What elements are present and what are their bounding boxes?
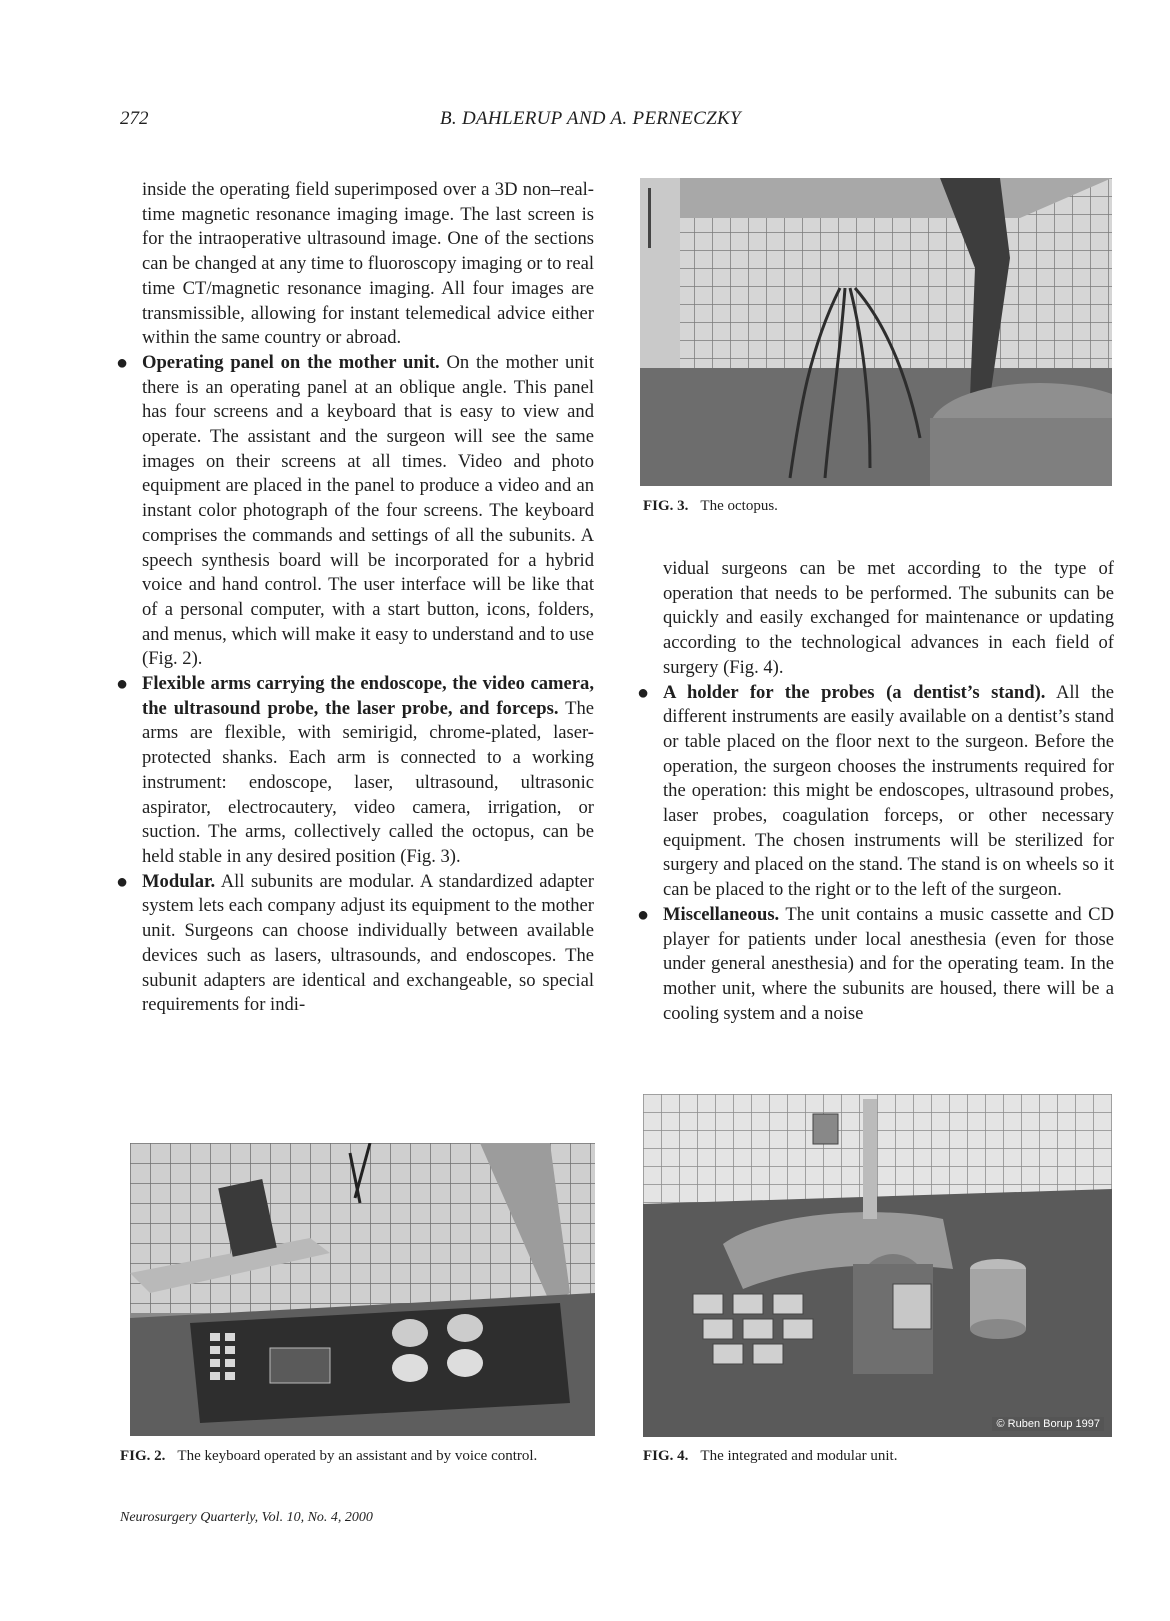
figure-4-caption: [643, 1448, 897, 1465]
bullet-item: [637, 681, 1114, 903]
caption-text: The keyboard operated by an assistant and by voice control.: [177, 1448, 538, 1464]
bullet-icon: ●: [116, 351, 129, 374]
paragraph: vidual surgeons can be met according to the type of operation that needs to be performed. The subunits can be quickly and easily exchanged for maintenance or updating according to the technological advances in each field of surgery (Fig. 4).: [663, 558, 1114, 678]
bullet-icon: ●: [637, 681, 650, 704]
bullet-title: Flexible arms carrying the endoscope, the video camera, the ultrasound probe, the laser probe, and forceps.: [142, 673, 594, 719]
figure-2-image: [130, 1143, 595, 1436]
figure-2-caption: [120, 1448, 537, 1465]
caption-label: FIG. 4.: [643, 1448, 689, 1464]
journal-footer: Neurosurgery Quarterly, Vol. 10, No. 4, 2000: [120, 1510, 373, 1525]
bullet-title: Operating panel on the mother unit.: [142, 351, 440, 373]
figure-3-caption: [643, 498, 778, 515]
bullet-icon: ●: [637, 903, 650, 926]
page-number: 272: [120, 108, 149, 129]
bullet-text: The unit contains a music cassette and CD player for patients under local anesthesia (even for those under general anesthesia) and for the operating team. In the mother unit, where the subunits are housed, there will be a cooling system and a noise: [663, 903, 1114, 1024]
bullet-item: [637, 903, 1114, 1027]
figure-4-image: [643, 1094, 1112, 1437]
right-column: [637, 557, 1114, 1026]
caption-text: The integrated and modular unit.: [700, 1448, 898, 1464]
paragraph: inside the operating field superimposed over a 3D non–real-time magnetic resonance imaging image. The last screen is for the intraoperative ultrasound image. One of the sections can be changed at any time to fluoroscopy imaging or to real time CT/magnetic resonance imaging. All four images are transmissible, allowing for instant telemedical advice either within the same country or abroad.: [142, 179, 594, 349]
caption-label: FIG. 3.: [643, 498, 689, 514]
bullet-title: A holder for the probes (a dentist’s stand).: [663, 681, 1046, 703]
left-column: [116, 178, 594, 1018]
caption-label: FIG. 2.: [120, 1448, 166, 1464]
bullet-title: Modular.: [142, 870, 216, 892]
bullet-icon: ●: [116, 673, 129, 696]
bullet-title: Miscellaneous.: [663, 903, 780, 925]
bullet-text: The arms are flexible, with semirigid, chrome-plated, laser-protected shanks. Each arm is connected to a working instrument: endoscope, laser, ultrasound, ultrasonic aspirator, electrocautery, video camera, irrigation, or suction. The arms, collectively called the octopus, can be held stable in any desired position (Fig. 3).: [142, 697, 594, 867]
bullet-text: All subunits are modular. A standardized adapter system lets each company adjust its equipment to the mother unit. Surgeons can choose individually between available devices such as lasers, ultrasounds, and endoscopes. The subunit adapters are identical and exchangeable, so special requirements for indi-: [142, 870, 594, 1016]
bullet-text: All the different instruments are easily available on a dentist’s stand or table placed on the floor next to the surgeon. Before the operation, the surgeon chooses the instruments required for the operation: this might be endoscopes, ultrasound probes, laser probes, coagulation forceps, or other necessary equipment. The chosen instruments will be sterilized for surgery and placed on the stand. The stand is on wheels so it can be placed to the right or to the left of the surgeon.: [663, 681, 1114, 901]
photo-credit: © Ruben Borup 1997: [992, 1417, 1104, 1431]
bullet-item: [116, 870, 594, 1018]
running-head: B. DAHLERUP AND A. PERNECZKY: [440, 108, 741, 129]
figure-3-image: [640, 178, 1112, 486]
bullet-item: [116, 351, 594, 672]
bullet-icon: ●: [116, 870, 129, 893]
bullet-text: On the mother unit there is an operating panel at an oblique angle. This panel has four screens and a keyboard that is easy to view and operate. The assistant and the surgeon will see the same images on their screens at all times. Video and photo equipment are placed in the panel to produce a video and an instant color photograph of the four screens. The keyboard comprises the commands and settings of all the subunits. A speech synthesis board will be incorporated for a hybrid voice and hand control. The user interface will be like that of a personal computer, with a start button, icons, folders, and menus, which will make it easy to understand and to use (Fig. 2).: [142, 351, 594, 670]
caption-text: The octopus.: [700, 498, 778, 514]
bullet-item: [116, 672, 594, 870]
page-header: [0, 108, 1170, 138]
